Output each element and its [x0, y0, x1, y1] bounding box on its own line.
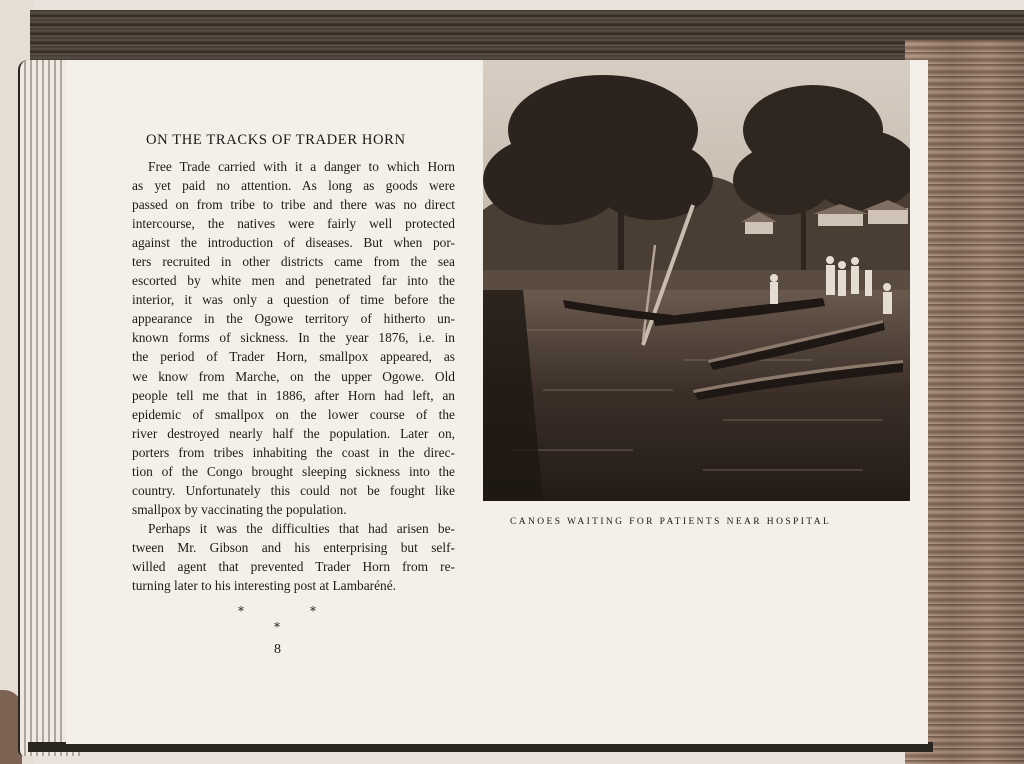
text-line: appearance in the Ogowe territory of hitherto un- — [132, 311, 455, 327]
star-ornament: * — [238, 604, 244, 618]
article-heading: ON THE TRACKS OF TRADER HORN — [146, 132, 406, 148]
text-line: interior, it was only a question of time before the — [132, 292, 455, 308]
star-ornament: * — [274, 620, 280, 634]
text-line: turning later to his interesting post at Lambaréné. — [132, 578, 397, 594]
text-line: intercourse, the natives were fairly well protected — [132, 216, 455, 232]
text-line: known forms of sickness. In the year 1876, i.e. in — [132, 330, 455, 346]
river-canoes-photo — [483, 60, 910, 501]
photo-caption: CANOES WAITING FOR PATIENTS NEAR HOSPITAL — [510, 517, 832, 527]
text-line: ters recruited in other districts came from the sea — [132, 254, 455, 270]
text-line: Perhaps it was the difficulties that had arisen be- — [148, 520, 455, 536]
text-line: smallpox by vaccinating the population. — [132, 501, 347, 517]
text-line: against the introduction of diseases. But when por- — [132, 235, 455, 251]
page-number: 8 — [274, 642, 281, 657]
text-line: porters from tribes inhabiting the coast in the direc- — [132, 444, 455, 460]
section-divider-stars — [230, 604, 330, 634]
article-body — [132, 157, 455, 595]
star-ornament: * — [310, 604, 316, 618]
text-line: epidemic of smallpox on the lower course of the — [132, 406, 455, 422]
text-line: tween Mr. Gibson and his enterprising but self- — [132, 539, 455, 555]
text-line: tion of the Congo brought sleeping sickness into the — [132, 463, 455, 479]
text-line: escorted by white men and penetrated far into the — [132, 273, 455, 289]
text-line: people tell me that in 1886, after Horn had left, an — [132, 387, 455, 403]
text-line: country. Unfortunately this could not be fought like — [132, 482, 455, 498]
text-line: the period of Trader Horn, smallpox appeared, as — [132, 349, 455, 365]
text-line: we know from Marche, on the upper Ogowe. Old — [132, 368, 455, 384]
text-line: willed agent that prevented Trader Horn from re- — [132, 558, 455, 574]
text-line: Free Trade carried with it a danger to which Horn — [148, 159, 455, 174]
text-line: river destroyed nearly half the population. Later on, — [132, 425, 455, 441]
text-line: passed on from tribe to tribe and there was no direct — [132, 197, 455, 213]
text-line: as yet paid no attention. As long as goods were — [132, 178, 455, 194]
